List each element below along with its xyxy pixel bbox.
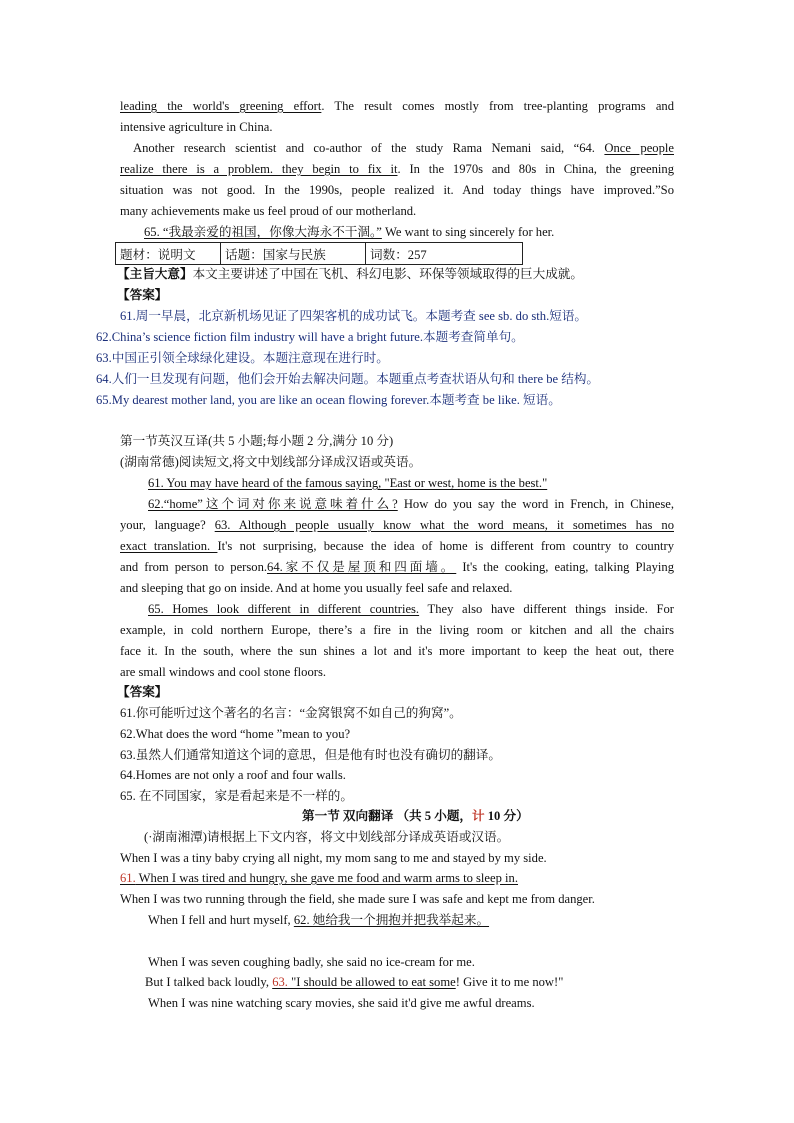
section2-line-8: example, in cold northern Europe, there’s a fire in the living room or kitchen and all the chairs <box>120 623 674 637</box>
section3-title: 第一节 双向翻译 （共 5 小题，计 10 分） <box>302 809 529 823</box>
section3-line-4: When I fell and hurt myself, 62. 她给我一个拥抱并把我举起来。 <box>148 913 490 927</box>
answer2-62: 62.What does the word “home ”mean to you? <box>120 727 351 741</box>
section2-line-9: face it. In the south, where the sun shines a lot and it's more important to keep the heat out, there <box>120 644 674 658</box>
section3-source: (·湖南湘潭)请根据上下文内容，将文中划线部分译成英语或汉语。 <box>144 830 510 844</box>
theme-cell: 话题：国家与民族 <box>221 243 366 265</box>
answer1-63: 63.中国正引领全球绿化建设。本题注意现在进行时。 <box>96 351 389 365</box>
section3-line-7: When I was nine watching scary movies, she said it'd give me awful dreams. <box>148 996 535 1010</box>
word-count-cell: 词数：257 <box>366 243 523 265</box>
answer1-65: 65.My dearest mother land, you are like an ocean flowing forever.本题考查 be like. 短语。 <box>96 393 561 407</box>
section2-line-4: exact translation. It's not surprising, because the idea of home is different from country to country <box>120 539 674 553</box>
answer2-65: 65. 在不同国家，家是看起来是不一样的。 <box>120 789 353 803</box>
answer2-63: 63.虽然人们通常知道这个词的意思，但是他有时也没有确切的翻译。 <box>120 748 501 762</box>
underlined-phrase-greening: leading the world's greening effort <box>120 99 322 113</box>
answer1-64: 64.人们一旦发现有问题，他们会开始去解决问题。本题重点考查状语从句和 there be 结构。 <box>96 372 600 386</box>
answer2-61: 61.你可能听过这个著名的名言：“金窝银窝不如自己的狗窝”。 <box>120 706 462 720</box>
section2-line-3: your, language? 63. Although people usually know what the word means, it sometimes has no <box>120 518 674 532</box>
answer1-61: 61.周一早晨，北京新机场见证了四架客机的成功试飞。本题考查 see sb. do sth.短语。 <box>120 309 588 323</box>
section3-line-1: When I was a tiny baby crying all night, my mom sang to me and stayed by my side. <box>120 851 547 865</box>
underlined-sentence-63: 63. "I should be allowed to eat some <box>272 975 456 989</box>
passage1-line-6: many achievements make us feel proud of our motherland. <box>120 204 417 218</box>
passage1-line-4: realize there is a problem. they begin to fix it. In the 1970s and 80s in China, the greening <box>120 162 674 176</box>
answers1-heading: 【答案】 <box>117 288 168 302</box>
section2-line-1: 61. You may have heard of the famous saying, "East or west, home is the best." <box>148 476 548 490</box>
section3-line-6: But I talked back loudly, 63. "I should be allowed to eat some! Give it to me now!" <box>145 975 564 989</box>
passage1-line-7: 65. “我最亲爱的祖国，你像大海永不干涸。” We want to sing sincerely for her. <box>144 225 555 239</box>
section3-line-5: When I was seven coughing badly, she said no ice-cream for me. <box>148 955 475 969</box>
section2-line-6: and sleeping that go on inside. And at home you usually feel safe and relaxed. <box>120 581 513 595</box>
section2-line-10: are small windows and cool stone floors. <box>120 665 327 679</box>
section2-title: 第一节英汉互译(共 5 小题;每小题 2 分,满分 10 分) <box>120 434 394 448</box>
passage1-line-3: Another research scientist and co-author of the study Rama Nemani said, “64. Once people <box>133 141 674 155</box>
section2-source: (湖南常德)阅读短文,将文中划线部分译成汉语或英语。 <box>120 455 422 469</box>
answer2-64: 64.Homes are not only a roof and four walls. <box>120 768 346 782</box>
answers2-heading: 【答案】 <box>117 685 168 699</box>
answer1-62: 62.China’s science fiction film industry will have a bright future.本题考查简单句。 <box>96 330 524 344</box>
section2-line-5: and from person to person.64.家不仅是屋顶和四面墙。 It's the cooking, eating, talking Playing <box>120 560 674 574</box>
topic-cell: 题材：说明文 <box>116 243 221 265</box>
passage1-line-2: intensive agriculture in China. <box>120 120 273 134</box>
passage1-line-1: leading the world's greening effort. The result comes mostly from tree-planting programs and <box>120 99 674 113</box>
summary-line: 【主旨大意】本文主要讲述了中国在飞机、科幻电影、环保等领域取得的巨大成就。 <box>117 267 583 281</box>
section3-line-2: 61. When I was tired and hungry, she gave me food and warm arms to sleep in. <box>120 871 519 885</box>
section2-line-2: 62.“home”这个词对你来说意味着什么? How do you say the word in French, in Chinese, <box>148 497 674 511</box>
passage-info-table <box>115 242 523 265</box>
section3-line-3: When I was two running through the field, she made sure I was safe and kept me from danger. <box>120 892 595 906</box>
section2-line-7: 65. Homes look different in different countries. They also have different things inside. For <box>148 602 675 616</box>
passage1-line-5: situation was not good. In the 1990s, people realized it. And today things have improved.”So <box>120 183 674 197</box>
